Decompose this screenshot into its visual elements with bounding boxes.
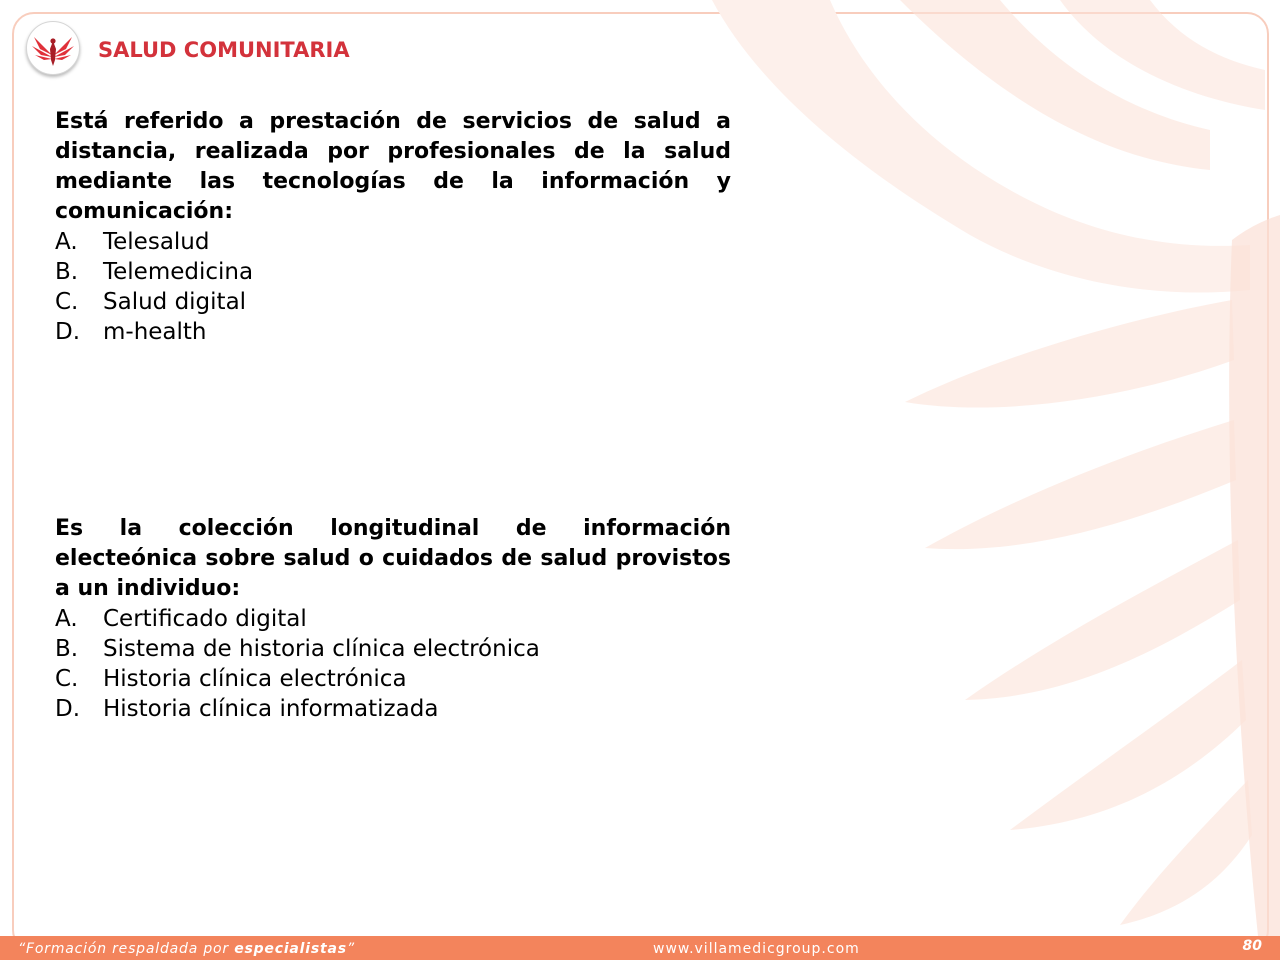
- watermark-feather: [1120, 780, 1252, 925]
- watermark-feather: [965, 540, 1240, 700]
- answer-option-a: [55, 604, 731, 634]
- watermark-feather: [925, 420, 1236, 549]
- page-title: SALUD COMUNITARIA: [98, 38, 350, 62]
- question-text: Está referido a prestación de servicios de salud a distancia, realizada por profesionales de la salud mediante las tecnologías de la información y comunicación:: [55, 109, 731, 224]
- answer-option-a: [55, 227, 731, 257]
- option-letter: D.: [55, 696, 81, 722]
- option-letter: B.: [55, 259, 79, 285]
- footer-tagline: [18, 936, 355, 960]
- option-text: Certificado digital: [103, 606, 307, 632]
- option-text: m-health: [103, 319, 207, 345]
- answer-options: [55, 227, 731, 347]
- option-text: Salud digital: [103, 289, 247, 315]
- brand-logo: [26, 21, 80, 75]
- option-text: Historia clínica informatizada: [103, 696, 439, 722]
- option-text: Telemedicina: [103, 259, 254, 285]
- question-text: Es la colección longitudinal de información electeónica sobre salud o cuidados de salud provistos a un individuo:: [55, 516, 731, 601]
- question-2: [55, 514, 731, 724]
- option-letter: A.: [55, 229, 78, 255]
- option-text: Historia clínica electrónica: [103, 666, 407, 692]
- option-letter: D.: [55, 319, 81, 345]
- watermark-feather: [905, 300, 1234, 408]
- footer-website: www.villamedicgroup.com: [653, 941, 860, 957]
- answer-option-c: [55, 664, 731, 694]
- answer-options: [55, 604, 731, 724]
- tagline-text: “Formación respaldada por: [18, 941, 235, 957]
- tagline-emphasis: especialistas: [234, 941, 347, 957]
- footer-bar: [0, 936, 1280, 960]
- answer-option-b: [55, 634, 731, 664]
- question-1: [55, 107, 731, 347]
- option-letter: C.: [55, 666, 79, 692]
- answer-option-d: [55, 317, 731, 347]
- answer-option-b: [55, 257, 731, 287]
- option-text: Sistema de historia clínica electrónica: [103, 636, 540, 662]
- option-letter: B.: [55, 636, 79, 662]
- option-letter: C.: [55, 289, 79, 315]
- option-text: Telesalud: [103, 229, 210, 255]
- phoenix-icon: [27, 22, 79, 74]
- page-number: 80: [1242, 938, 1262, 954]
- answer-option-d: [55, 694, 731, 724]
- option-letter: A.: [55, 606, 78, 632]
- answer-option-c: [55, 287, 731, 317]
- tagline-closing-quote: ”: [346, 941, 355, 957]
